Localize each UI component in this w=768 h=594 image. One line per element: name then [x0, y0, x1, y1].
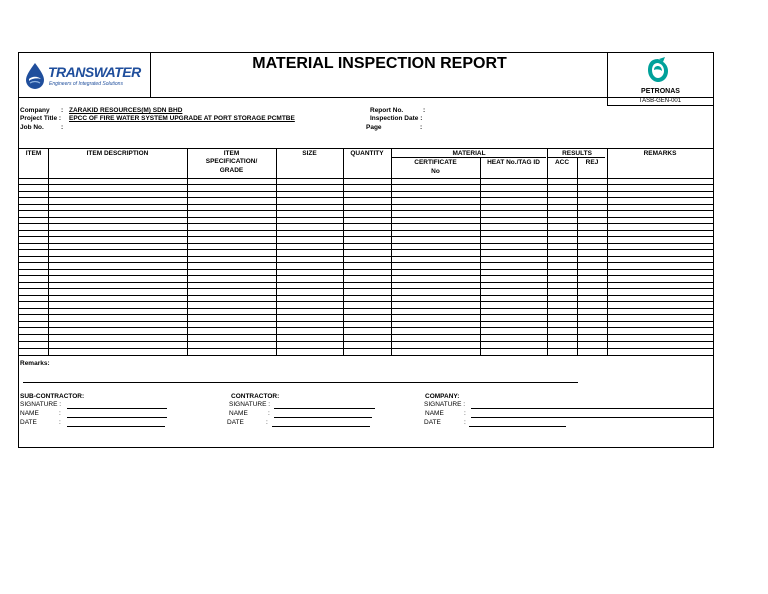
page-title: MATERIAL INSPECTION REPORT	[252, 55, 507, 72]
table-row-line	[19, 191, 713, 192]
header-spec-line1: ITEM	[223, 150, 240, 157]
table-row-line	[19, 178, 713, 179]
contractor-name-field[interactable]	[274, 417, 372, 418]
transwater-wordmark: TRANSWATER	[48, 64, 141, 80]
header-size: SIZE	[302, 150, 317, 157]
petronas-emblem-icon	[645, 56, 671, 84]
petronas-wordmark: PETRONAS	[641, 88, 680, 95]
table-row-line	[19, 308, 713, 309]
subcontractor-signature-label: SIGNATURE :	[20, 401, 62, 408]
subcontractor-signature-field[interactable]	[67, 408, 167, 409]
subcontractor-name-label: NAME	[20, 410, 39, 417]
transwater-emblem-icon	[23, 61, 47, 89]
page-label: Page	[366, 124, 382, 131]
table-row-line	[19, 269, 713, 270]
table-row-line	[19, 236, 713, 237]
table-row-line	[19, 217, 713, 218]
subcontractor-title: SUB-CONTRACTOR:	[20, 393, 85, 400]
header-quantity: QUANTITY	[350, 150, 384, 157]
table-row-line	[19, 348, 713, 349]
company-date-colon: :	[464, 419, 466, 426]
header-spec-line3: GRADE	[219, 167, 244, 174]
logo-divider-left	[150, 53, 151, 97]
petronas-logo	[608, 55, 713, 97]
company-label: Company	[20, 107, 50, 114]
contractor-title: CONTRACTOR:	[231, 393, 280, 400]
table-row-line	[19, 321, 713, 322]
remarks-line-2	[437, 382, 578, 383]
table-row-line	[19, 262, 713, 263]
inspection-date-label: Inspection Date :	[370, 115, 423, 122]
company-name-colon: :	[464, 410, 466, 417]
remarks-line-1	[23, 382, 437, 383]
company-name-field[interactable]	[471, 417, 713, 418]
company-date-field[interactable]	[469, 426, 566, 427]
company-signature-label: SIGNATURE :	[424, 401, 466, 408]
table-row-line	[19, 295, 713, 296]
inspection-report-form	[18, 52, 714, 448]
subcontractor-date-label: DATE	[20, 419, 37, 426]
company-signature-field[interactable]	[471, 408, 713, 409]
remarks-label: Remarks:	[20, 360, 50, 367]
table-row-line	[19, 314, 713, 315]
job-colon: :	[61, 124, 64, 131]
table-row-line	[19, 243, 713, 244]
contractor-date-colon: :	[266, 419, 268, 426]
table-row-line	[19, 327, 713, 328]
col-line-description	[187, 148, 188, 356]
header-rej: REJ	[585, 159, 599, 166]
table-row-line	[19, 275, 713, 276]
report-no-colon: :	[423, 107, 426, 114]
header-certificate-line2: No	[431, 168, 440, 175]
table-top-border	[19, 148, 713, 149]
table-row-line	[19, 197, 713, 198]
company-sign-title: COMPANY:	[425, 393, 460, 400]
header-spec-line2: SPECIFICATION/	[205, 158, 258, 165]
contractor-date-label: DATE	[227, 419, 244, 426]
subcontractor-name-field[interactable]	[67, 417, 167, 418]
header-acc: ACC	[554, 159, 570, 166]
table-row-line	[19, 355, 713, 356]
table-row-line	[19, 230, 713, 231]
company-colon: :	[61, 107, 64, 114]
col-line-size	[343, 148, 344, 356]
contractor-name-label: NAME	[229, 410, 248, 417]
company-date-label: DATE	[424, 419, 441, 426]
subcontractor-date-colon: :	[59, 419, 61, 426]
table-row-line	[19, 204, 713, 205]
table-row-line	[19, 184, 713, 185]
header-heat-no: HEAT No./TAG ID	[487, 159, 540, 166]
page-colon: :	[420, 124, 423, 131]
contractor-date-field[interactable]	[272, 426, 370, 427]
col-line-quantity	[391, 148, 392, 356]
contractor-signature-label: SIGNATURE :	[229, 401, 271, 408]
table-row-line	[19, 334, 713, 335]
table-row-line	[19, 288, 713, 289]
transwater-tagline: Engineers of Integrated Solutions	[49, 81, 123, 87]
report-no-label: Report No.	[370, 107, 404, 114]
transwater-logo	[23, 59, 148, 93]
project-label: Project Title :	[20, 115, 62, 122]
company-value: ZARAKID RESOURCES(M) SDN BHD	[69, 107, 183, 114]
table-row-line	[19, 341, 713, 342]
table-row-line	[19, 301, 713, 302]
company-name-label: NAME	[425, 410, 444, 417]
col-line-rej	[607, 148, 608, 356]
header-certificate-line1: CERTIFICATE	[414, 159, 457, 166]
subcontractor-name-colon: :	[59, 410, 61, 417]
header-description: ITEM DESCRIPTION	[86, 150, 149, 157]
table-row-line	[19, 223, 713, 224]
table-row-line	[19, 210, 713, 211]
table-row-line	[19, 282, 713, 283]
job-label: Job No.	[20, 124, 44, 131]
doc-code: TASB-GEN-001	[638, 98, 682, 104]
table-row-line	[19, 256, 713, 257]
header-material: MATERIAL	[452, 150, 486, 157]
col-line-heat	[547, 148, 548, 356]
header-item: ITEM	[25, 150, 42, 157]
header-remarks: REMARKS	[643, 150, 677, 157]
contractor-signature-field[interactable]	[274, 408, 375, 409]
subcontractor-date-field[interactable]	[67, 426, 165, 427]
col-line-item	[48, 148, 49, 356]
project-value: EPCC OF FIRE WATER SYSTEM UPGRADE AT PORT STORAGE PCMTBE	[69, 115, 295, 122]
col-line-spec	[276, 148, 277, 356]
header-results: RESULTS	[562, 150, 592, 157]
contractor-name-colon: :	[268, 410, 270, 417]
table-row-line	[19, 249, 713, 250]
